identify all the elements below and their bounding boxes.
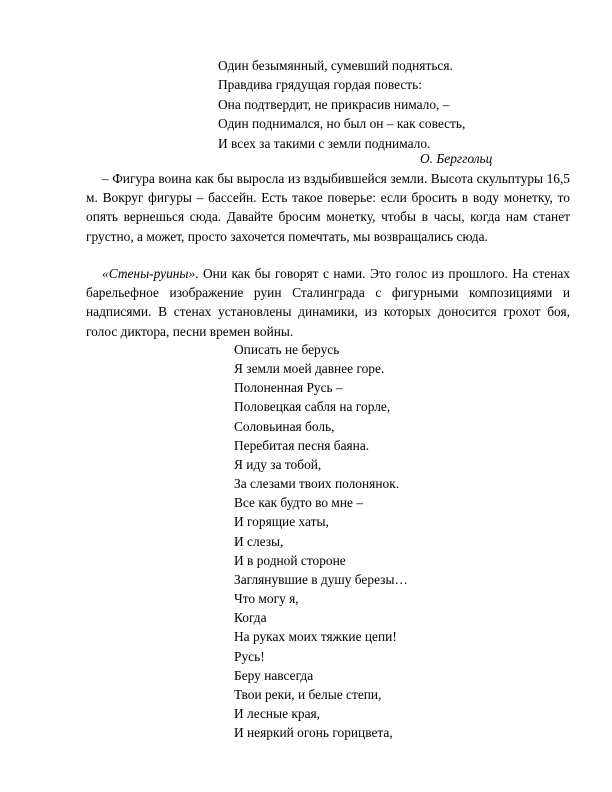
poem-line: Что могу я, <box>234 591 299 607</box>
paragraph-warrior-figure <box>86 169 570 246</box>
poem-stanza-bottom <box>234 340 408 742</box>
poem-line: Один поднимался, но был он – как совесть, <box>218 116 466 132</box>
poem-line: Описать не берусь <box>234 342 340 357</box>
paragraph-ruin-walls <box>86 264 570 341</box>
poem-line: Перебитая песня баяна. <box>234 437 370 453</box>
poem-line: И горящие хаты, <box>234 514 329 530</box>
poem-author-signature: О. Берггольц <box>420 151 493 166</box>
paragraph-lead-title: «Стены-руины» <box>102 266 196 281</box>
poem-stanza-top <box>218 56 465 153</box>
poem-line: Правдива грядущая гордая повесть: <box>218 77 422 93</box>
poem-line: И в родной стороне <box>234 552 346 568</box>
poem-line: И неяркий огонь горицвета, <box>234 725 393 741</box>
poem-line: Русь! <box>234 648 265 664</box>
paragraph-text: – Фигура воина как бы выросла из вздыбившейся земли. Высота скульптуры 16,5 м. Вокруг фигуры – бассейн. Есть такое поверье: если бросить в воду монетку, то опять вернешься сюда. Давайте бросим монетку, чтобы в часы, когда нам станет грустно, а может, просто захочется помечтать, мы возвращались сюда. <box>86 171 570 244</box>
poem-line: И слезы, <box>234 533 284 549</box>
poem-line: Соловьиная боль, <box>234 418 335 434</box>
poem-line: Твои реки, и белые степи, <box>234 686 382 702</box>
poem-line: И лесные края, <box>234 705 321 721</box>
poem-line: Заглянувшие в душу березы… <box>234 571 408 587</box>
poem-line: Половецкая сабля на горле, <box>234 399 391 415</box>
poem-line: Один безымянный, сумевший подняться. <box>218 58 453 73</box>
poem-line: Я иду за тобой, <box>234 456 322 472</box>
paragraph-text: . Они как бы говорят с нами. Это голос из прошлого. На стенах барельефное изображение руин Сталинграда с фигурными композициями и надписями. В стенах установлены динамики, из которых доносится грохот боя, голос диктора, песни времен войны. <box>86 266 570 339</box>
poem-line: И всех за такими с земли поднимало. <box>218 135 431 151</box>
poem-line: Когда <box>234 610 267 626</box>
poem-line: Все как будто во мне – <box>234 495 364 511</box>
poem-line: На руках моих тяжкие цепи! <box>234 629 397 645</box>
poem-line: Она подтвердит, не прикрасив нимало, – <box>218 96 450 112</box>
poem-line: Беру навсегда <box>234 667 314 683</box>
poem-line: За слезами твоих полонянок. <box>234 476 400 492</box>
poem-line: Полоненная Русь – <box>234 380 343 396</box>
poem-line: Я земли моей давнее горе. <box>234 361 385 377</box>
